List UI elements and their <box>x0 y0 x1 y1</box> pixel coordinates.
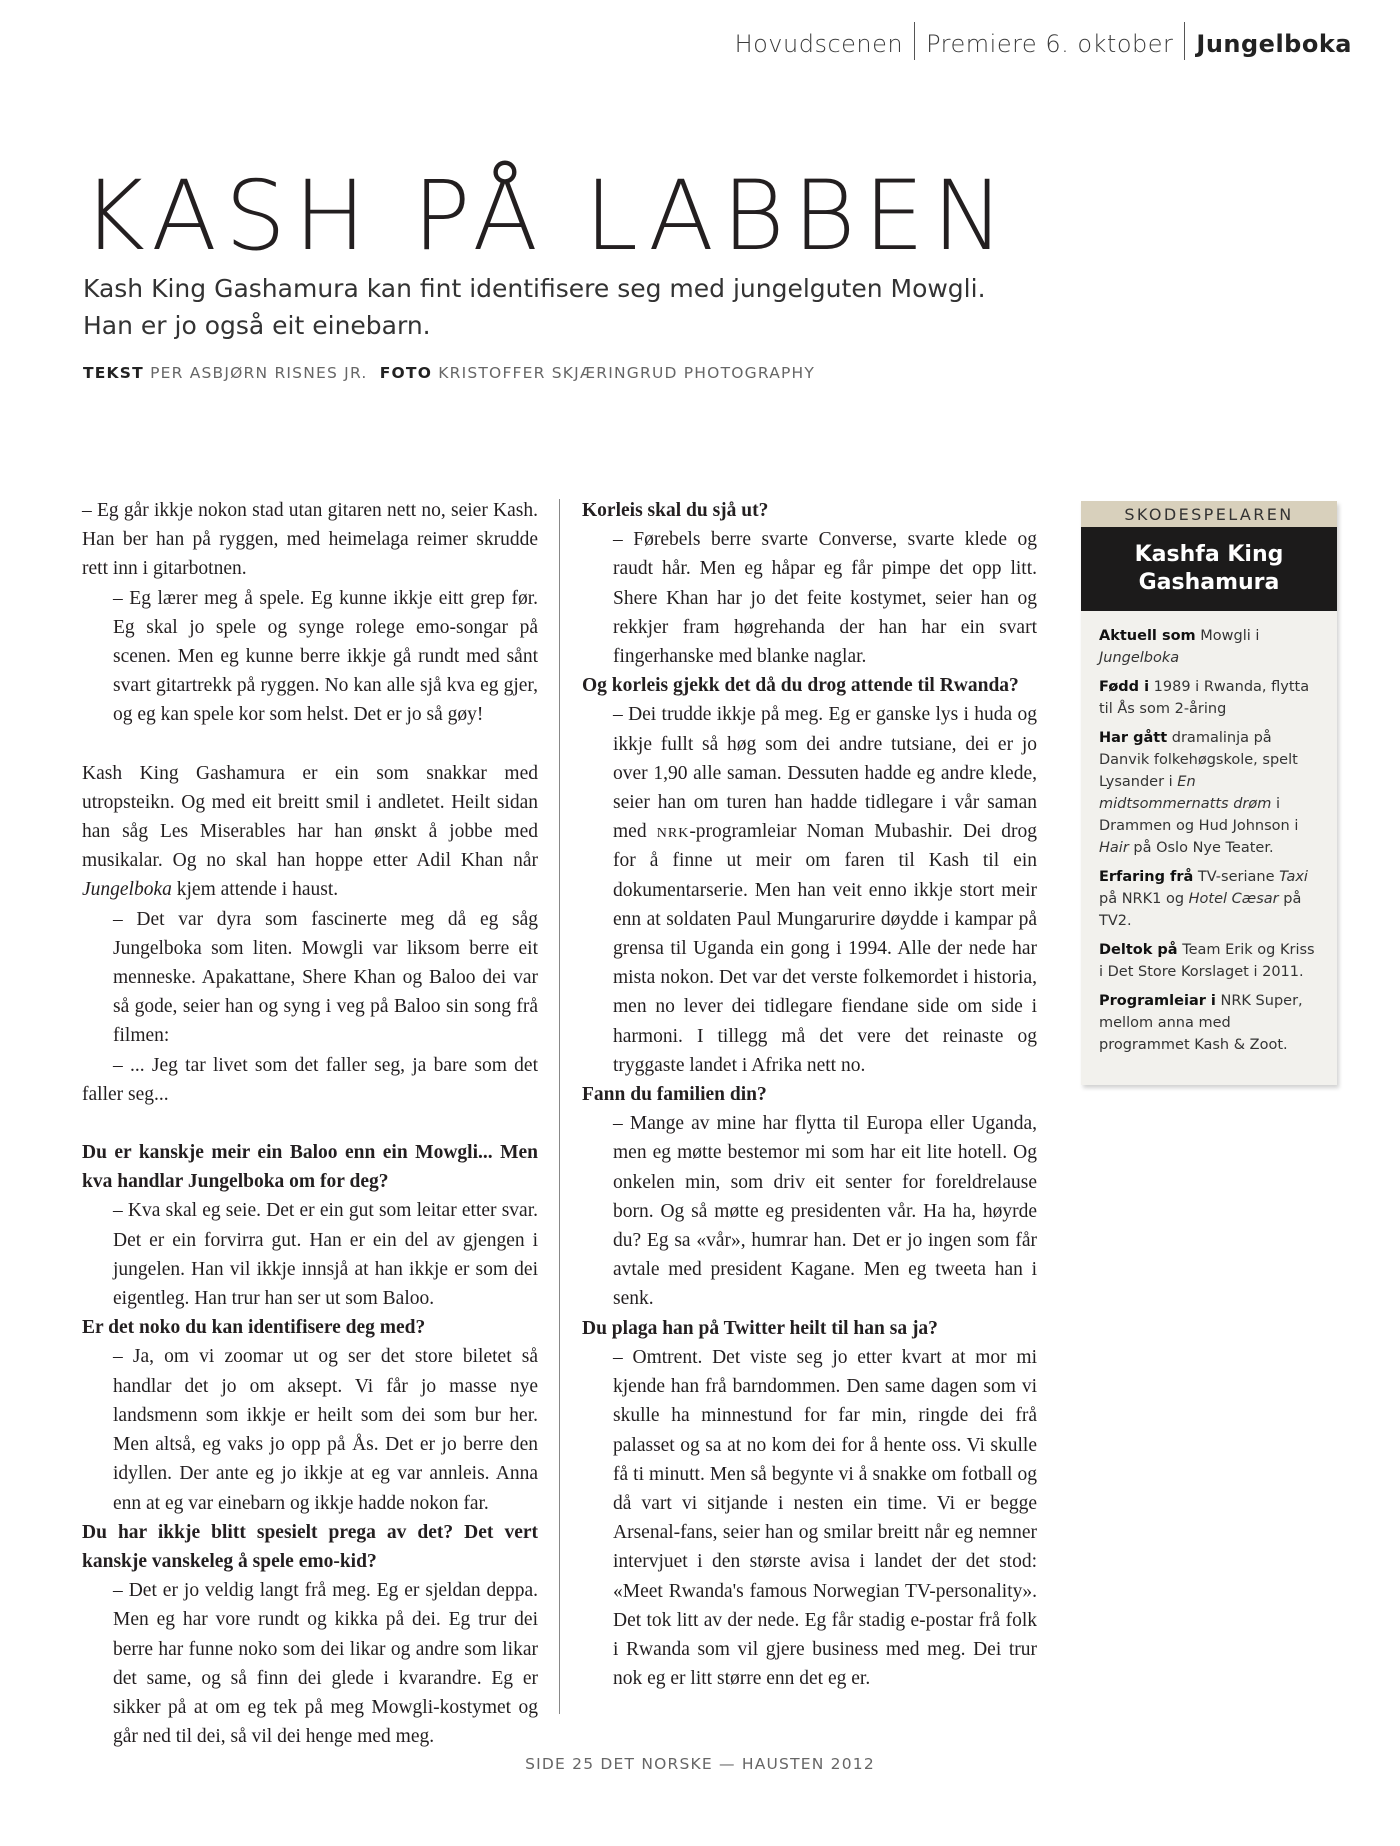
fact-text: Mowgli i <box>1195 628 1260 644</box>
standfirst-line: Kash King Gashamura kan fint identifisere seg med jungelguten Mowgli. <box>83 274 986 303</box>
interview-answer: – Førebels berre svarte Converse, svarte klede og raudt hår. Men eg håpar eg får pimpe det opp litt. Shere Khan har jo det feite kostymet, seier han og rekkjer fram høgrehanda der han har ein svart fingerhanske med blanke naglar. <box>613 529 1037 668</box>
fact-item <box>1099 676 1321 720</box>
fact-item <box>1099 866 1321 932</box>
credit-photo-label: FOTO <box>379 364 433 382</box>
running-header <box>727 22 1360 60</box>
interview-question: Fann du familien din? <box>582 1084 767 1106</box>
interview-answer: – Omtrent. Det viste seg jo etter kvart at mor mi kjende han frå barndommen. Den same dagen som vi skulle ha minnestund for far min, ringde dei frå palasset og sa at no kom dei for å hente oss. Vi skulle få ti minutt. Men så begynte vi å snakke om fotball og då vart vi sitjande i nesten ein time. Vi er begge Arsenal-fans, seier han og smilar breitt når eg nemner intervjuet i den største avisa i landet der det stod: «Meet Rwanda's famous Norwegian TV-personality». Det tok litt av der nede. Eg får stadig e-postar frå folk i Rwanda som vil gjere business med meg. Dei trur nok eg er litt større enn det eg er. <box>613 1346 1037 1690</box>
fact-text: på Oslo Nye Teater. <box>1128 840 1274 856</box>
byline <box>83 364 815 382</box>
paragraph: – Eg går ikkje nokon stad utan gitaren nett no, seier Kash. Han ber han på ryggen, med heimelaga reimer skrudde rett inn i gitarbotnen. <box>82 500 538 580</box>
interview-question: Og korleis gjekk det då du drog attende til Rwanda? <box>582 675 1019 697</box>
interview-question: Du har ikkje blitt spesielt prega av det? Det vert kanskje vanskeleg å spele emo-kid? <box>82 1521 538 1572</box>
fact-text: dramalinja på Danvik folkehøgskole, spelt Lysander i <box>1099 730 1298 790</box>
fact-item <box>1099 990 1321 1056</box>
standfirst-line: Han er jo også eit einebarn. <box>83 311 431 340</box>
interview-question: Korleis skal du sjå ut? <box>582 500 769 521</box>
article-title: KASH PÅ LABBEN <box>82 160 1013 272</box>
fact-box-kicker: SKODESPELAREN <box>1081 501 1337 527</box>
fact-text: 1989 i Rwanda, flytta til Ås som 2-åring <box>1099 679 1310 717</box>
small-caps: nrk <box>656 821 690 843</box>
paragraph: – Det var dyra som fascinerte meg då eg såg Jungelboka som liten. Mowgli var liksom berre eit menneske. Apakattane, Shere Khan og Baloo dei var så gode, seier han og syng i veg på Baloo sin song frå filmen: <box>113 908 538 1047</box>
text: – Dei trudde ikkje på meg. Eg er ganske lys i huda og ikkje fullt så høg som dei andre tutsiane, dei er jo over 1,90 alle saman. Dessuten hadde eg andre klede, seier han om turen han hadde tidlegare i vår saman med <box>613 704 1037 843</box>
fact-label: Erfaring frå <box>1099 869 1194 885</box>
fact-label: Programleiar i <box>1099 993 1216 1009</box>
page-footer: SIDE 25 DET NORSKE — HAUSTEN 2012 <box>525 1755 875 1773</box>
interview-question: Du er kanskje meir ein Baloo enn ein Mowgli... Men kva handlar Jungelboka om for deg? <box>82 1142 538 1193</box>
fact-emphasis: En midtsommernatts drøm <box>1099 774 1272 812</box>
interview-question: Du plaga han på Twitter heilt til han sa ja? <box>582 1317 938 1339</box>
header-production: Jungelboka <box>1196 30 1352 58</box>
interview-answer: – Ja, om vi zoomar ut og ser det store biletet så handlar det jo om aksept. Vi får jo masse nye landsmenn som ikkje er heilt som dei som bur her. Men altså, eg vaks jo opp på Ås. Det er jo berre den idyllen. Der ante eg jo ikkje at eg var annleis. Anna enn at eg var einebarn og ikkje hadde nokon far. <box>113 1346 538 1514</box>
paragraph <box>82 759 538 905</box>
text: kjem attende i haust. <box>171 879 339 901</box>
header-premiere: Premiere 6. oktober <box>926 30 1174 58</box>
fact-text: TV-seriane <box>1193 869 1280 885</box>
fact-emphasis: Hotel Cæsar <box>1188 891 1279 907</box>
fact-emphasis: Hair <box>1099 840 1129 856</box>
fact-item <box>1099 727 1321 859</box>
header-divider <box>914 22 915 60</box>
fact-list <box>1081 611 1337 1056</box>
header-section: Hovudscenen <box>734 30 904 58</box>
credit-text-name: PER ASBJØRN RISNES JR. <box>150 364 368 382</box>
article-column-1 <box>82 496 538 1751</box>
fact-label: Deltok på <box>1099 942 1178 958</box>
fact-text: på NRK1 og <box>1099 891 1189 907</box>
interview-answer: – Det er jo veldig langt frå meg. Eg er sjeldan deppa. Men eg har vore rundt og kikka på dei. Eg trur dei berre har funne noko som dei likar og andre som likar det same, og så finn dei glede i kvarandre. Eg er sikker på at om eg tek på meg Mowgli-kostymet og går ned til dei, så vil dei henge med meg. <box>113 1580 538 1748</box>
emphasis: Jungelboka <box>82 879 172 901</box>
paragraph: – ... Jeg tar livet som det faller seg, ja bare som det faller seg... <box>82 1054 538 1105</box>
fact-text: i Drammen og Hud Johnson i <box>1099 796 1299 834</box>
fact-item <box>1099 939 1321 983</box>
paragraph: – Eg lærer meg å spele. Eg kunne ikkje eitt grep før. Eg skal jo spele og synge rolege emo-songar på scenen. Men eg kunne berre ikkje gå rundt med sånt svart gitartrekk på ryggen. No kan alle sjå kva eg gjer, og eg kan spele kor som helst. Det er jo så gøy! <box>113 587 538 726</box>
fact-text: på TV2. <box>1099 891 1302 929</box>
column-rule <box>559 499 560 1714</box>
text: Kash King Gashamura er ein som snakkar med utropsteikn. Og med eit breitt smil i andletet. Heilt sidan han såg Les Miserables har han ønskt å jobbe med musikalar. Og no skal han hoppe etter Adil Khan når <box>82 762 538 872</box>
interview-answer: – Kva skal eg seie. Det er ein gut som leitar etter svar. Det er ein forvirra gut. Han er ein del av gjengen i jungelen. Han vil ikkje innsjå at han ikkje er som dei eigentleg. Han trur han ser ut som Baloo. <box>113 1200 538 1310</box>
fact-text: NRK Super, mellom anna med programmet Kash & Zoot. <box>1099 993 1303 1053</box>
article-column-2 <box>582 496 1037 1693</box>
fact-label: Har gått <box>1099 730 1168 746</box>
fact-label: Fødd i <box>1099 679 1150 695</box>
credit-photo-name: KRISTOFFER SKJÆRINGRUD PHOTOGRAPHY <box>438 364 816 382</box>
fact-box-name <box>1081 527 1337 611</box>
fact-label: Aktuell som <box>1099 628 1196 644</box>
fact-item <box>1099 625 1321 669</box>
name-line: Gashamura <box>1138 570 1280 595</box>
interview-question: Er det noko du kan identifisere deg med? <box>82 1317 426 1339</box>
fact-emphasis: Jungelboka <box>1099 650 1180 666</box>
header-divider <box>1184 22 1185 60</box>
fact-text: Team Erik og Kriss i Det Store Korslaget i 2011. <box>1099 942 1315 980</box>
name-line: Kashfa King <box>1134 542 1284 567</box>
fact-emphasis: Taxi <box>1279 869 1308 885</box>
article-standfirst <box>83 270 1043 344</box>
text: -programleiar Noman Mubashir. Dei drog for å finne ut meir om faren til Kash til ein dokumentarserie. Men han veit enno ikkje stort meir enn at soldaten Paul Mungarurire døydde i kampar på grensa til Uganda ein gong i 1994. Alle der nede har mista nokon. Det var det verste folkemordet i historia, men no lever dei tidlegare fiendane side om side i harmoni. I tillegg må det vere det reinaste og tryggaste landet i Afrika nett no. <box>613 821 1038 1076</box>
interview-answer <box>582 700 1037 1080</box>
fact-box <box>1081 501 1337 1085</box>
credit-text-label: TEKST <box>83 364 144 382</box>
interview-answer: – Mange av mine har flytta til Europa eller Uganda, men eg møtte bestemor mi som har eit lite hotell. Og onkelen min, som driv eit senter for foreldrelause born. Og så møtte eg presidenten vår. Ha ha, høyrde du? Eg sa «vår», humrar han. Det er jo ingen som får avtale med president Kagane. Men eg tweeta han i senk. <box>613 1113 1037 1310</box>
